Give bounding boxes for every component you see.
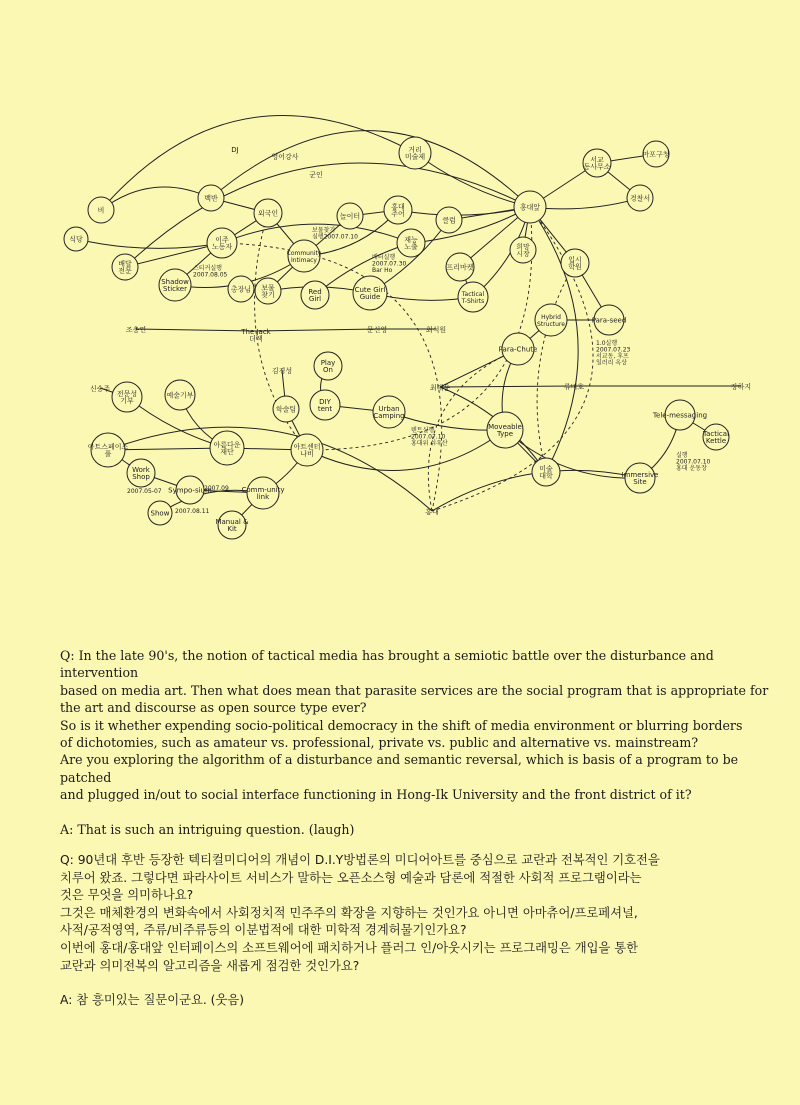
diagram-term: DJ [231, 146, 239, 154]
english-question-line: Q: In the late 90's, the notion of tactical media has brought a semiotic battle over the disturbance and intervention [60, 648, 714, 681]
diagram-node [499, 333, 538, 365]
node-label: Tactical Kettle [702, 429, 730, 445]
diagram-edge [398, 207, 530, 215]
node-label: 아트센터 나비 [293, 442, 321, 458]
diagram-note: 배터실행 2007.07.30 Bar Ho [372, 254, 407, 274]
node-label: 배달 전문 [118, 259, 132, 275]
korean-answer: A: 참 흥미있는 질문이군요. (웃음) [60, 993, 245, 1008]
diagram-term: 영어강사 [271, 153, 299, 161]
english-answer: A: That is such an intriguing question. (laugh) [60, 821, 355, 837]
diagram-note: 2007.08.11 [175, 508, 210, 515]
node-label: 백반 [204, 194, 218, 203]
node-label: 클럽 [442, 216, 456, 225]
node-label: Para-seed [591, 316, 627, 325]
diagram-note: 보물찾기 실행2007.07.10 [312, 227, 358, 241]
diagram-node [112, 382, 142, 412]
english-question [60, 647, 780, 804]
diagram-node [207, 228, 237, 258]
diagram-note: 실행 2007.07.10 홍대 운동장 [676, 452, 711, 472]
diagram-edge [530, 198, 640, 209]
node-label: 홍대앞 [519, 203, 541, 212]
diagram-note: 1.0실행 2007.07.23 서교동, 후프 일러리 옥상 [596, 340, 631, 367]
diagram-node [127, 459, 155, 487]
diagram-node [198, 185, 224, 211]
diagram-node [64, 227, 88, 251]
diagram-edge [136, 329, 256, 331]
diagram-node [514, 191, 546, 223]
node-label: Para-Chute [498, 345, 538, 354]
node-label: Cute Girl Guide [354, 285, 386, 301]
diagram-edge [530, 207, 578, 472]
node-label: 전문성 기부 [116, 389, 138, 405]
diagram-term: 류비호 [563, 383, 585, 391]
diagram-node [373, 396, 405, 428]
diagram-note: 텐트실행 2007.07.10 홍대위 쉬우산 [411, 427, 448, 447]
korean-question-line: 교란과 의미전복의 알고리즘을 새롭게 점검한 것인가요? [60, 958, 360, 973]
diagram-node [535, 304, 567, 336]
english-question-line: of dichotomies, such as amateur vs. professional, private vs. public and alternative vs. mainstream? [60, 735, 699, 751]
node-label: 마포구청 [642, 150, 670, 159]
node-label: 놀이터 [339, 212, 361, 221]
korean-question-line: 그것은 매체환경의 변화속에서 사회정치적 민주주의 확장을 지향하는 것인가요 아니면 아마츄어/프로페셔널, [60, 905, 638, 920]
korean-question-line: Q: 90년대 후반 등장한 텍티컬미디어의 개념이 D.I.Y방법론의 미디어아트를 중심으로 교란과 전복적인 기호전을 [60, 853, 660, 867]
node-label: 비 [97, 206, 105, 215]
diagram-note: 2007.05-07 [127, 488, 162, 495]
diagram-node [273, 396, 299, 422]
node-label: 식당 [69, 235, 83, 244]
node-label: Hybrid Structure [537, 313, 565, 328]
node-label: Manual & Kit [215, 517, 249, 533]
diagram-node [652, 400, 707, 430]
diagram-node [353, 276, 387, 310]
diagram-term: 김경성 [271, 367, 293, 375]
diagram-edge [411, 207, 530, 243]
diagram-node [148, 501, 172, 525]
korean-question-line: 사적/공적영역, 주류/비주류등의 이분법적에 대한 미학적 경계허물기인가요? [60, 923, 467, 938]
diagram-node [642, 141, 669, 167]
node-label: Comm-unity link [241, 485, 285, 501]
diagram-note: 2007.09 [204, 485, 229, 492]
diagram-node [397, 229, 425, 257]
diagram-node [561, 249, 589, 277]
diagram-nodes [64, 137, 729, 539]
diagram-edge [440, 386, 574, 387]
node-label: 이주 노동자 [211, 235, 233, 251]
node-label: 아트스페이스 풀 [87, 442, 129, 458]
node-label: Show [150, 509, 170, 518]
node-label: Tele-messaging [652, 411, 708, 420]
node-label: Play On [320, 358, 336, 374]
diagram-edge [505, 430, 640, 478]
diagram-node [399, 137, 431, 169]
node-label: 거리 미술제 [404, 145, 426, 161]
diagram-node [702, 424, 729, 450]
node-label: 보물 찾기 [261, 283, 275, 299]
english-question-line: Are you exploring the algorithm of a disturbance and semantic reversal, which is basis of a program to be patched [60, 752, 739, 785]
diagram-node [228, 276, 254, 302]
node-label: 입시 학원 [568, 255, 582, 271]
diagram-term: 조충연 [125, 326, 147, 334]
diagram-node [532, 458, 560, 486]
diagram-edge [307, 430, 505, 471]
diagram-dashed-edge [537, 263, 575, 472]
english-question-line: based on media art. Then what does mean that parasite services are the social program that is appropriate for [60, 682, 769, 698]
diagram-node [592, 305, 627, 335]
korean-interview [60, 852, 780, 1010]
english-interview [60, 647, 780, 838]
node-label: 서교 동사무소 [583, 155, 611, 171]
node-label: 희망 시장 [516, 242, 530, 258]
diagram-node [310, 390, 340, 420]
diagram-node [583, 149, 611, 177]
korean-question [60, 852, 780, 975]
diagram-node [210, 431, 244, 465]
node-label: Tactical T-Shirts [461, 290, 485, 305]
diagram-node [314, 352, 342, 380]
diagram-term: 군인 [309, 171, 323, 179]
node-label: 홍대 주어 [391, 202, 405, 218]
diagram-node [215, 511, 249, 539]
diagram-term: 홍대 [425, 508, 439, 516]
diagram-node [337, 203, 363, 229]
diagram-node [627, 185, 653, 211]
diagram-term: The Jack 더잭 [241, 328, 271, 343]
diagram-node [88, 433, 129, 467]
node-label: 재능 노출 [404, 235, 418, 251]
diagram-term: 장하지 [730, 383, 752, 391]
node-label: 아름다운 재단 [213, 440, 241, 456]
diagram-node [301, 281, 329, 309]
korean-question-line: 이번에 홍대/홍대앞 인터페이스의 소프트웨어에 패치하거나 플러그 인/아웃시키는 프로그래밍은 개입을 통한 [60, 940, 639, 955]
diagram-node [446, 253, 474, 281]
diagram-node [254, 199, 282, 227]
node-label: Community Intimacy [286, 249, 322, 264]
diagram-node [255, 278, 281, 304]
diagram-term: 최태윤 [429, 384, 451, 392]
node-label: 미술 대학 [539, 464, 553, 480]
node-label: 프리마켓 [446, 263, 474, 272]
diagram-node [487, 412, 523, 448]
diagram-node [436, 207, 462, 233]
node-label: Urban Camping [373, 404, 405, 420]
diagram-term: 문신영 [366, 326, 388, 334]
node-label: Sympo-sium [168, 486, 212, 495]
diagram-node [291, 434, 323, 466]
node-label: DIY tent [317, 397, 333, 413]
diagram-term: 최석원 [425, 326, 447, 334]
node-label: Work Shop [132, 465, 150, 481]
diagram-node [112, 254, 138, 280]
diagram-node [159, 269, 191, 301]
diagram-node [384, 196, 412, 224]
diagram-edge [256, 329, 377, 331]
diagram-node [458, 282, 488, 312]
english-question-line: and plugged in/out to social interface functioning in Hong-Ik University and the front district of it? [60, 787, 692, 803]
diagram-node [88, 197, 114, 223]
node-label: 학술팀 [275, 405, 297, 414]
node-label: Moveable Type [488, 422, 522, 438]
diagram-edge [211, 131, 530, 207]
diagram-edge [101, 187, 211, 210]
node-label: 외국인 [257, 209, 279, 218]
node-label: 총장님 [230, 285, 252, 294]
korean-question-line: 것은 무엇을 의미하나요? [60, 888, 194, 903]
node-label: Shadow Sticker [161, 277, 189, 293]
diagram-node [165, 380, 195, 410]
diagram-edge [76, 239, 222, 248]
diagram-node [510, 237, 536, 263]
diagram-term: 신승주 [89, 385, 111, 393]
node-label: 경찰서 [629, 194, 651, 203]
english-question-line: the art and discourse as open source type ever? [60, 700, 367, 716]
node-label: Red Girl [308, 287, 322, 303]
node-label: Immersive Site [621, 470, 659, 486]
diagram-note: 스티커실행 2007.08.05 [193, 265, 228, 279]
korean-question-line: 치루어 왔죠. 그렇다면 파라사이트 서비스가 말하는 오픈소스형 예술과 담론에 적절한 사회적 프로그램이라는 [60, 870, 642, 885]
english-question-line: So is it whether expending socio-political democracy in the shift of media environment or blurring borders [60, 717, 743, 733]
node-label: 예술기부 [166, 391, 194, 400]
